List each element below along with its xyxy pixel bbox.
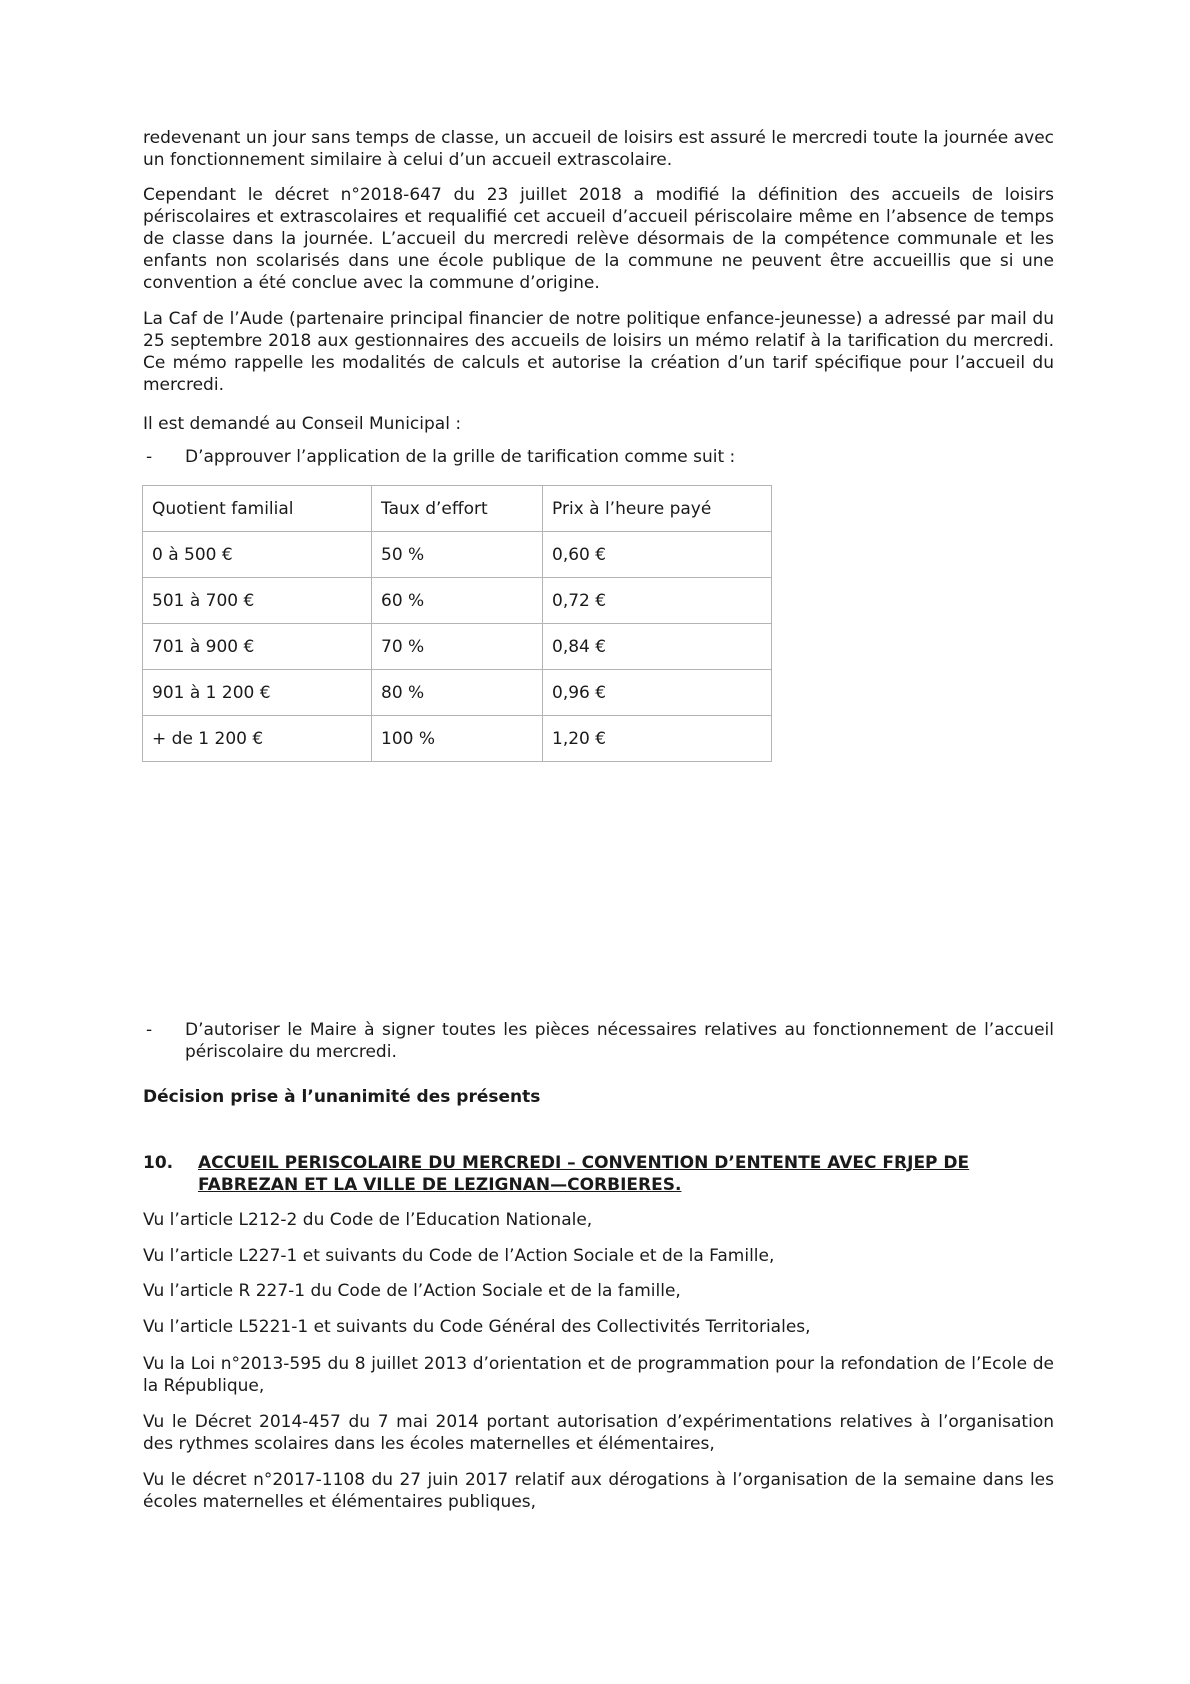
bullet-dash: - [146, 447, 153, 467]
paragraph-intro: redevenant un jour sans temps de classe, un accueil de loisirs est assuré le mercredi toute la journée avec un fonctionnement similaire à celui d’un accueil extrascolaire. [143, 128, 1054, 170]
table-cell: 0 à 500 € [143, 532, 372, 578]
table-header-cell: Taux d’effort [372, 486, 543, 532]
table-cell: 901 à 1 200 € [143, 670, 372, 716]
bullet-dash: - [146, 1020, 153, 1040]
table-cell: 50 % [372, 532, 543, 578]
table-row [143, 578, 772, 624]
table-cell: 100 % [372, 716, 543, 762]
tarification-table [142, 485, 772, 762]
visa-item: Vu l’article L227-1 et suivants du Code de l’Action Sociale et de la Famille, [143, 1246, 775, 1266]
section-title: ACCUEIL PERISCOLAIRE DU MERCREDI – CONVENTION D’ENTENTE AVEC FRJEP DE FABREZAN ET LA VILLE DE LEZIGNAN—CORBIERES. [198, 1153, 970, 1195]
visa-item: Vu l’article R 227-1 du Code de l’Action Sociale et de la famille, [143, 1281, 681, 1301]
visa-item: Vu le décret n°2017-1108 du 27 juin 2017 relatif aux dérogations à l’organisation de la semaine dans les écoles maternelles et élémentaires publiques, [143, 1470, 1054, 1512]
table-row [143, 670, 772, 716]
table-cell: 501 à 700 € [143, 578, 372, 624]
table-header-cell: Quotient familial [143, 486, 372, 532]
table-header-cell: Prix à l’heure payé [543, 486, 772, 532]
table-cell: 0,96 € [543, 670, 772, 716]
paragraph-request: Il est demandé au Conseil Municipal : [143, 414, 462, 434]
table-cell: 0,60 € [543, 532, 772, 578]
table-row [143, 716, 772, 762]
table-cell: 60 % [372, 578, 543, 624]
table-cell: 1,20 € [543, 716, 772, 762]
table-row [143, 624, 772, 670]
bullet-authorize-text: D’autoriser le Maire à signer toutes les pièces nécessaires relatives au fonctionnement de l’accueil périscolaire du mercredi. [185, 1020, 1054, 1062]
table-cell: 80 % [372, 670, 543, 716]
table-cell: 0,72 € [543, 578, 772, 624]
table-cell: 70 % [372, 624, 543, 670]
decision-statement: Décision prise à l’unanimité des présents [143, 1087, 541, 1107]
bullet-approve-text: D’approuver l’application de la grille de tarification comme suit : [185, 447, 736, 467]
table-cell: 701 à 900 € [143, 624, 372, 670]
table-cell: 0,84 € [543, 624, 772, 670]
visa-item: Vu la Loi n°2013-595 du 8 juillet 2013 d’orientation et de programmation pour la refondation de l’Ecole de la République, [143, 1354, 1054, 1396]
table-cell: + de 1 200 € [143, 716, 372, 762]
visa-item: Vu l’article L5221-1 et suivants du Code Général des Collectivités Territoriales, [143, 1317, 811, 1337]
paragraph-caf: La Caf de l’Aude (partenaire principal financier de notre politique enfance-jeunesse) a adressé par mail du 25 septembre 2018 aux gestionnaires des accueils de loisirs un mémo relatif à la tarification du mercredi. Ce mémo rappelle les modalités de calculs et autorise la création d’un tarif spécifique pour l’accueil du mercredi. [143, 309, 1054, 395]
paragraph-decree: Cependant le décret n°2018-647 du 23 juillet 2018 a modifié la définition des accueils de loisirs périscolaires et extrascolaires et requalifié cet accueil d’accueil périscolaire même en l’absence de temps de classe dans la journée. L’accueil du mercredi relève désormais de la compétence communale et les enfants non scolarisés dans une école publique de la commune ne peuvent être accueillis que si une convention a été conclue avec la commune d’origine. [143, 185, 1054, 293]
section-number: 10. [143, 1153, 174, 1173]
table-header-row [143, 486, 772, 532]
visa-item: Vu l’article L212-2 du Code de l’Education Nationale, [143, 1210, 593, 1230]
visa-item: Vu le Décret 2014-457 du 7 mai 2014 portant autorisation d’expérimentations relatives à l’organisation des rythmes scolaires dans les écoles maternelles et élémentaires, [143, 1412, 1054, 1454]
table-row [143, 532, 772, 578]
